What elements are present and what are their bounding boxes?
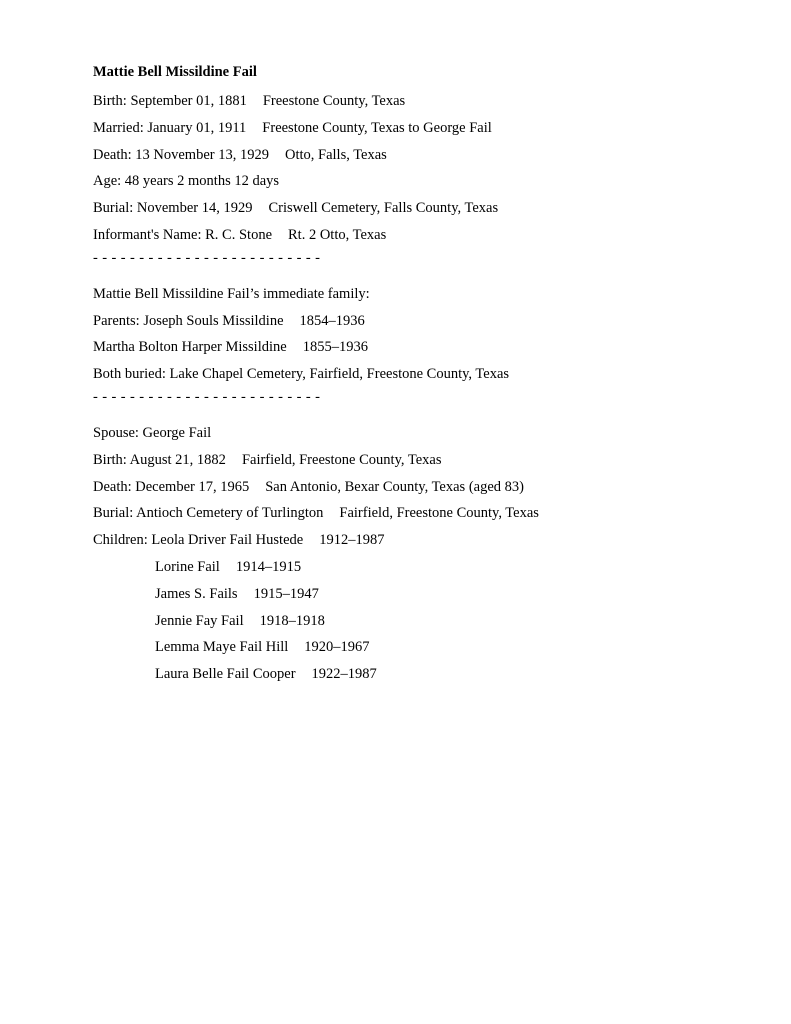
burial-date: Burial: November 14, 1929 xyxy=(93,200,253,217)
spouse-birth-line xyxy=(93,449,753,476)
child-years: 1912–1987 xyxy=(319,532,385,549)
child-name: Children: Leola Driver Fail Hustede xyxy=(93,532,304,549)
page-title: Mattie Bell Missildine Fail xyxy=(93,64,257,80)
informant-address: Rt. 2 Otto, Texas xyxy=(288,226,387,243)
child-years: 1918–1918 xyxy=(259,612,325,629)
child-line xyxy=(93,663,753,690)
document-page xyxy=(93,61,753,690)
family-heading: Mattie Bell Missildine Fail’s immediate family: xyxy=(93,285,370,302)
mother-line xyxy=(93,336,753,363)
child-name: Lemma Maye Fail Hill xyxy=(155,639,289,656)
burial-line xyxy=(93,197,753,224)
child-years: 1914–1915 xyxy=(235,558,302,575)
married-line xyxy=(93,117,753,144)
informant-line xyxy=(93,224,753,251)
birth-place: Freestone County, Texas xyxy=(262,93,406,109)
father-line xyxy=(93,310,753,337)
spouse-burial-line xyxy=(93,502,753,529)
spouse-burial-place: Fairfield, Freestone County, Texas xyxy=(339,505,539,522)
birth-date: Birth: September 01, 1881 xyxy=(93,93,247,109)
child-name: Jennie Fay Fail xyxy=(155,612,244,629)
married-place: Freestone County, Texas to George Fail xyxy=(262,119,492,136)
spouse-birth-date: Birth: August 21, 1882 xyxy=(93,451,226,468)
child-line xyxy=(93,610,753,637)
spouse-name: Spouse: George Fail xyxy=(93,424,212,441)
death-line xyxy=(93,144,753,171)
mother-years: 1855–1936 xyxy=(302,339,368,356)
death-date: Death: 13 November 13, 1929 xyxy=(93,146,269,163)
spouse-burial-name: Burial: Antioch Cemetery of Turlington xyxy=(93,505,324,522)
informant-name: Informant's Name: R. C. Stone xyxy=(93,226,273,243)
child-name: Laura Belle Fail Cooper xyxy=(155,666,296,683)
spouse-birth-place: Fairfield, Freestone County, Texas xyxy=(241,451,442,468)
child-years: 1915–1947 xyxy=(253,585,319,602)
separator-2: - - - - - - - - - - - - - - - - - - - - - - - - - xyxy=(93,388,321,405)
burial-place: Criswell Cemetery, Falls County, Texas xyxy=(268,200,499,217)
spouse-death-line xyxy=(93,476,753,503)
married-date: Married: January 01, 1911 xyxy=(93,119,247,136)
age-line: Age: 48 years 2 months 12 days xyxy=(93,173,280,190)
child-name: James S. Fails xyxy=(155,585,238,602)
death-place: Otto, Falls, Texas xyxy=(284,146,387,163)
birth-line xyxy=(93,90,753,117)
mother-name: Martha Bolton Harper Missildine xyxy=(93,339,287,356)
spouse-death-date: Death: December 17, 1965 xyxy=(93,478,250,495)
child-years: 1922–1987 xyxy=(311,666,377,683)
child-line xyxy=(93,556,753,583)
child-years: 1920–1967 xyxy=(304,639,370,656)
separator-1: - - - - - - - - - - - - - - - - - - - - - - - - - xyxy=(93,249,321,266)
child-line xyxy=(93,529,753,556)
parents-burial-line: Both buried: Lake Chapel Cemetery, Fairfield, Freestone County, Texas xyxy=(93,366,510,383)
child-line xyxy=(93,636,753,663)
child-name: Lorine Fail xyxy=(155,558,220,575)
father-name: Parents: Joseph Souls Missildine xyxy=(93,312,284,329)
spouse-death-place: San Antonio, Bexar County, Texas (aged 83) xyxy=(265,478,524,495)
father-years: 1854–1936 xyxy=(299,312,365,329)
child-line xyxy=(93,583,753,610)
